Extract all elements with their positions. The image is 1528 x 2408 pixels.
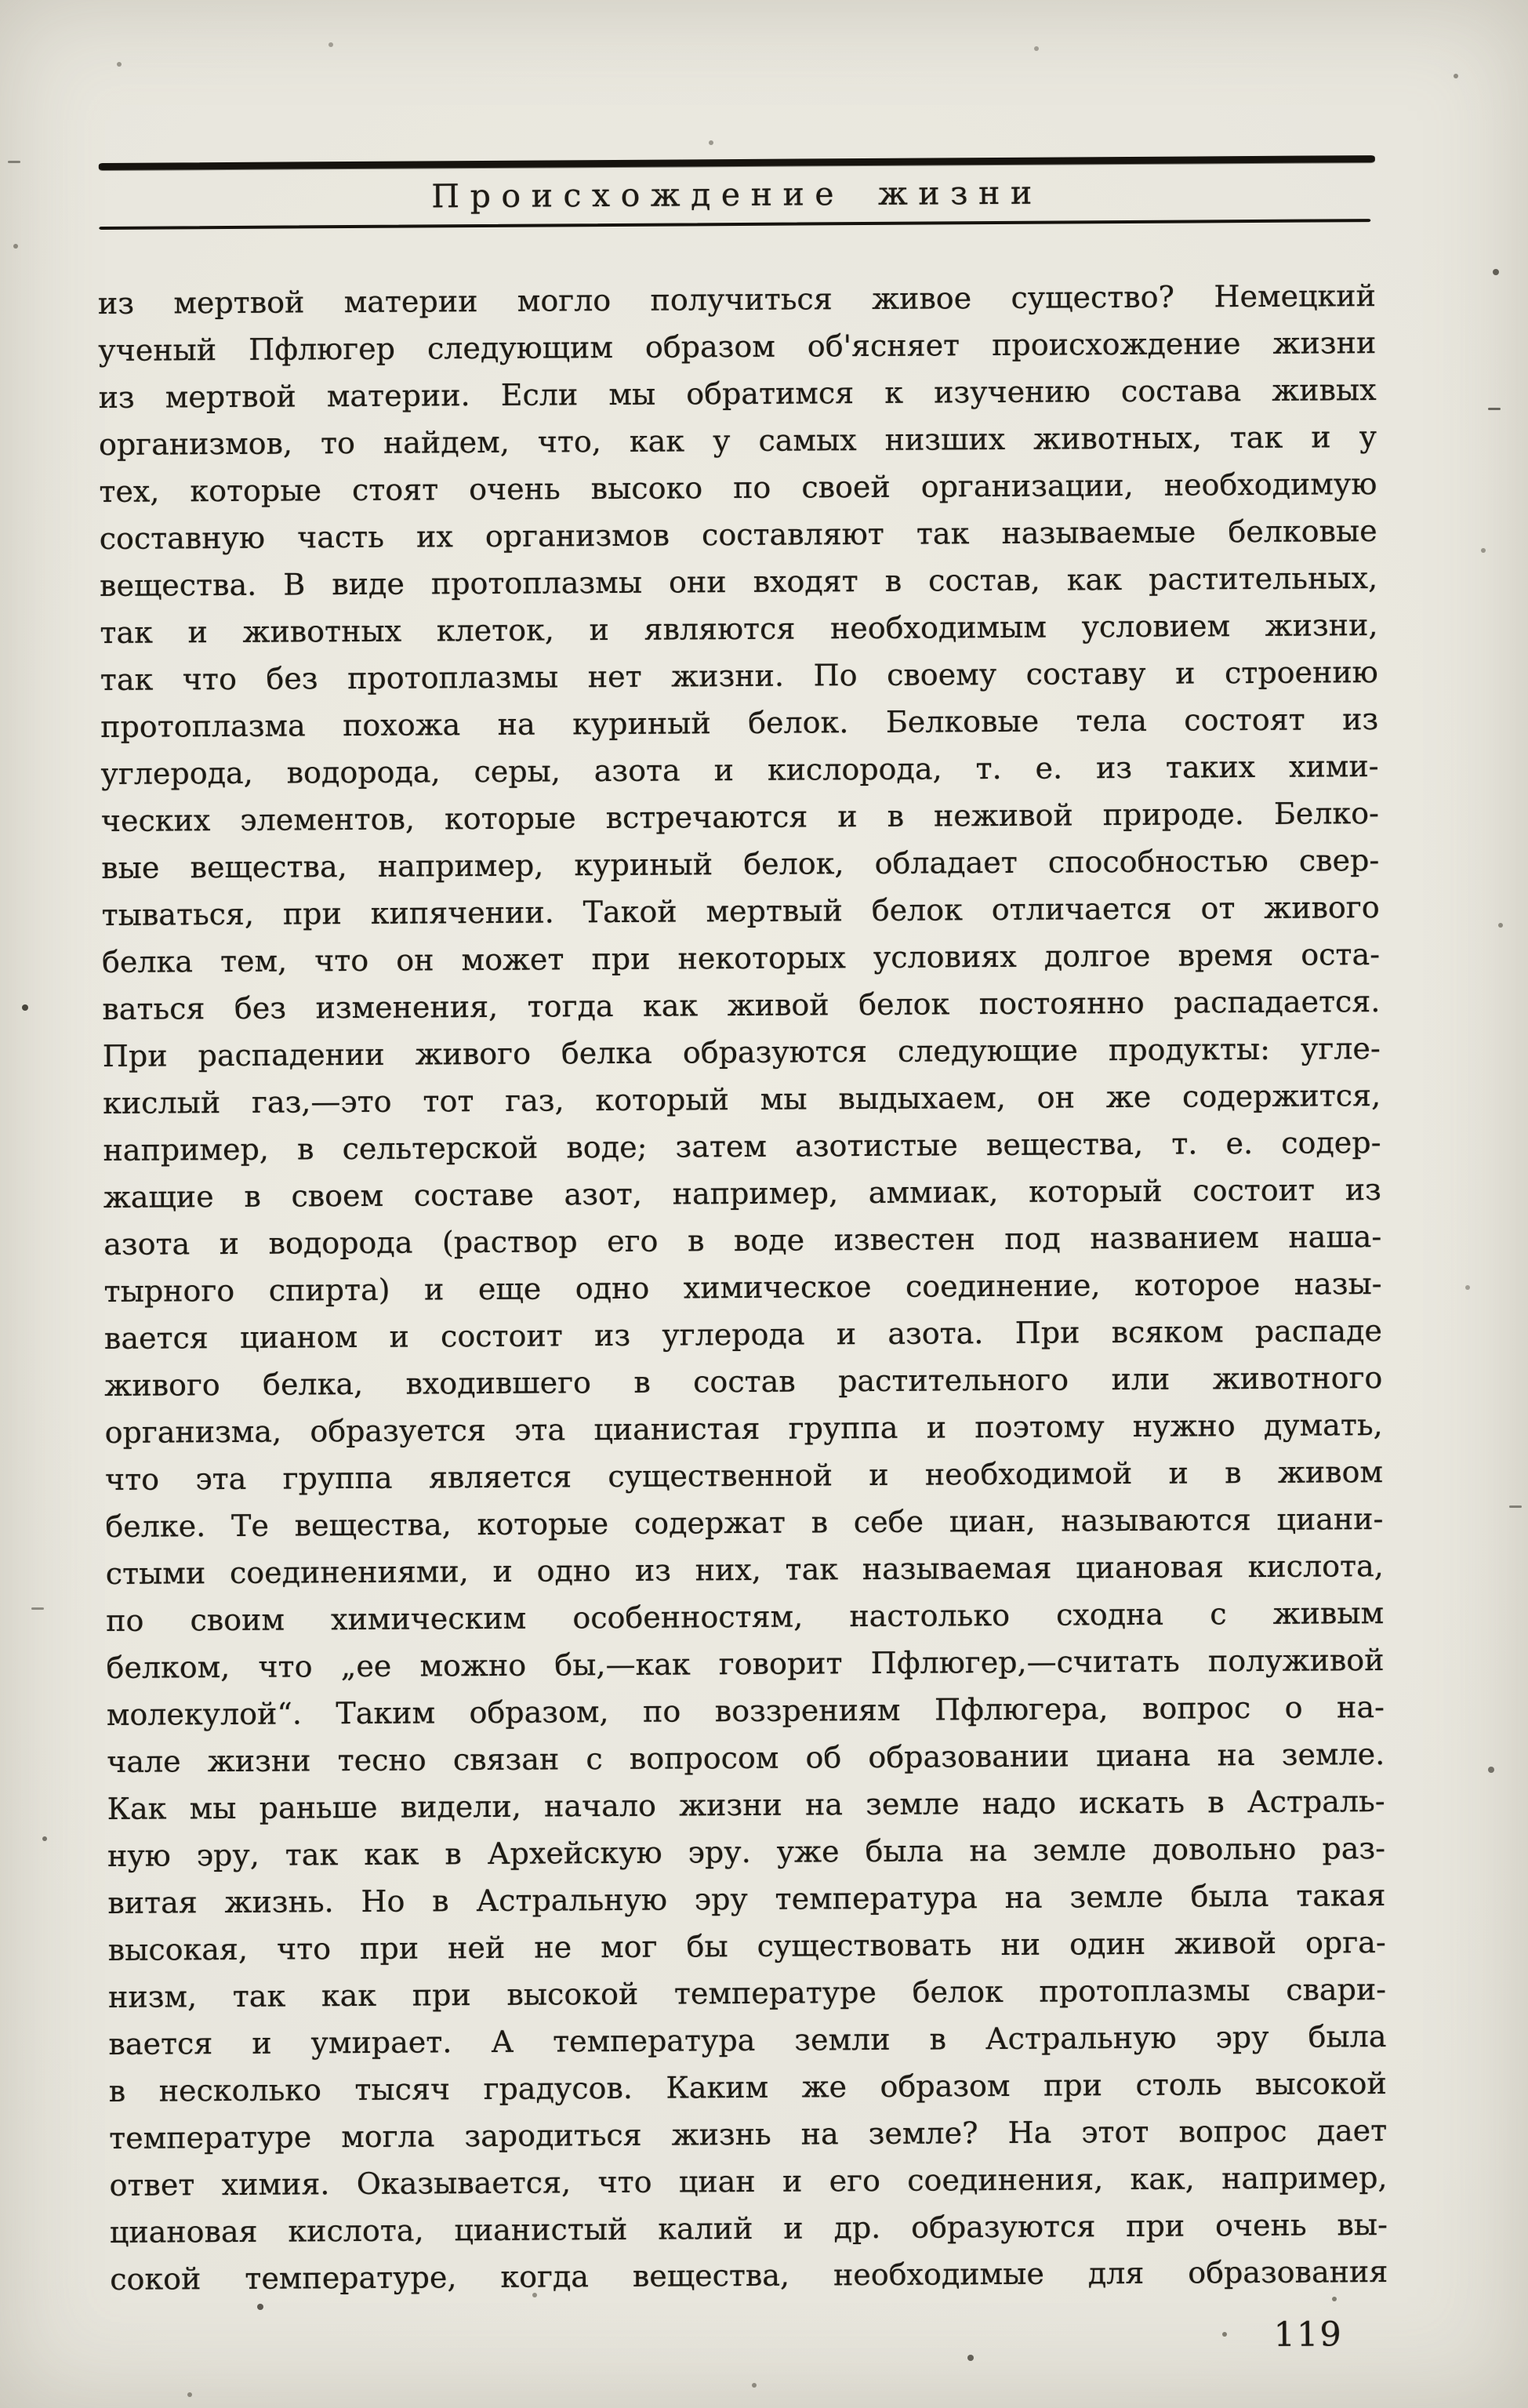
text-line: так и животных клеток, и являются необходимым условием жизни,	[100, 608, 1378, 650]
text-line: так что без протоплазмы нет жизни. По своему составу и строению	[100, 655, 1378, 697]
page-number: 119	[1273, 2315, 1343, 2355]
text-line: углерода, водорода, серы, азота и кислорода, т. е. из таких хими-	[100, 749, 1379, 791]
text-line: вые вещества, например, куриный белок, обладает способностью свер-	[101, 843, 1380, 885]
text-line: вается и умирает. А температура земли в Астральную эру была	[108, 2019, 1387, 2061]
header-rule-top	[99, 155, 1375, 170]
text-line: циановая кислота, цианистый калий и др. образуются при очень вы-	[109, 2207, 1388, 2250]
text-line: организма, образуется эта цианистая группа и поэтому нужно думать,	[104, 1407, 1383, 1450]
text-line: азота и водорода (раствор его в воде известен под названием наша-	[103, 1219, 1382, 1262]
text-line: стыми соединениями, и одно из них, так называемая циановая кислота,	[105, 1549, 1384, 1591]
text-line: из мертвой материи. Если мы обратимся к изучению состава живых	[98, 372, 1377, 416]
text-line: составную часть их организмов составляют так называемые белковые	[99, 514, 1377, 556]
text-line: ваться без изменения, тогда как живой белок постоянно распадается.	[102, 984, 1381, 1026]
text-line: живого белка, входившего в состав растительного или животного	[104, 1360, 1383, 1403]
page-title: Происхождение жизни	[431, 173, 1043, 216]
text-line: из мертвой материи могло получиться живое существо? Немецкий	[97, 278, 1377, 321]
text-line: тех, которые стоят очень высоко по своей организации, необходимую	[99, 467, 1377, 509]
text-line: высокая, что при ней не мог бы существовать ни один живой орга-	[107, 1925, 1386, 1967]
text-line: ответ химия. Оказывается, что циан и его соединения, как, например,	[109, 2160, 1388, 2203]
text-line: белка тем, что он может при некоторых условиях долгое время оста-	[101, 937, 1381, 979]
text-line: жащие в своем составе азот, например, аммиак, который состоит из	[103, 1172, 1381, 1215]
page-header	[96, 0, 1376, 216]
text-line: ческих элементов, которые встречаются и в неживой природе. Белко-	[100, 796, 1380, 838]
text-line: При распадении живого белка образуются следующие продукты: угле-	[102, 1031, 1381, 1073]
page-content	[96, 0, 1391, 2408]
body-text	[98, 272, 1388, 2303]
text-line: низм, так как при высокой температуре белок протоплазмы свари-	[107, 1972, 1387, 2014]
text-line: Как мы раньше видели, начало жизни на земле надо искать в Астраль-	[107, 1784, 1385, 1826]
text-line: вается цианом и состоит из углерода и азота. При всяком распаде	[103, 1313, 1383, 1356]
text-line: сокой температуре, когда вещества, необходимые для образования	[110, 2254, 1388, 2297]
text-line: чале жизни тесно связан с вопросом об образовании циана на земле.	[107, 1737, 1385, 1779]
text-line: тываться, при кипячении. Такой мертвый белок отличается от живого	[101, 890, 1380, 932]
text-line: молекулой“. Таким образом, по воззрениям Пфлюгера, вопрос о на-	[106, 1690, 1385, 1732]
text-line: вещества. В виде протоплазмы они входят в состав, как растительных,	[99, 561, 1378, 603]
text-line: витая жизнь. Но в Астральную эру температура на земле была такая	[107, 1878, 1386, 1920]
text-line: ную эру, так как в Архейскую эру. уже была на земле довольно раз-	[107, 1831, 1386, 1873]
text-line: ученый Пфлюгер следующим образом об'ясняет происхождение жизни	[98, 325, 1377, 369]
text-line: белком, что „ее можно бы,—как говорит Пфлюгер,—считать полуживой	[106, 1643, 1385, 1685]
text-line: в несколько тысяч градусов. Каким же образом при столь высокой	[108, 2066, 1387, 2108]
text-line: по своим химическим особенностям, настолько сходна с живым	[106, 1596, 1385, 1638]
text-line: белке. Те вещества, которые содержат в себе циан, называются циани-	[105, 1502, 1384, 1544]
text-line: например, в сельтерской воде; затем азотистые вещества, т. е. содер-	[103, 1125, 1381, 1168]
text-line: кислый газ,—это тот газ, который мы выдыхаем, он же содержится,	[103, 1078, 1381, 1120]
header-rule-bottom	[99, 219, 1370, 230]
text-line: что эта группа является существенной и необходимой и в живом	[104, 1455, 1384, 1497]
text-line: организмов, то найдем, что, как у самых низших животных, так и у	[98, 419, 1377, 462]
text-line: тырного спирта) и еще одно химическое соединение, которое назы-	[103, 1266, 1382, 1309]
page-footer	[111, 2314, 1388, 2377]
text-line: температуре могла зародиться жизнь на земле? На этот вопрос дает	[109, 2113, 1388, 2156]
text-line: протоплазма похожа на куриный белок. Белковые тела состоят из	[100, 702, 1379, 744]
